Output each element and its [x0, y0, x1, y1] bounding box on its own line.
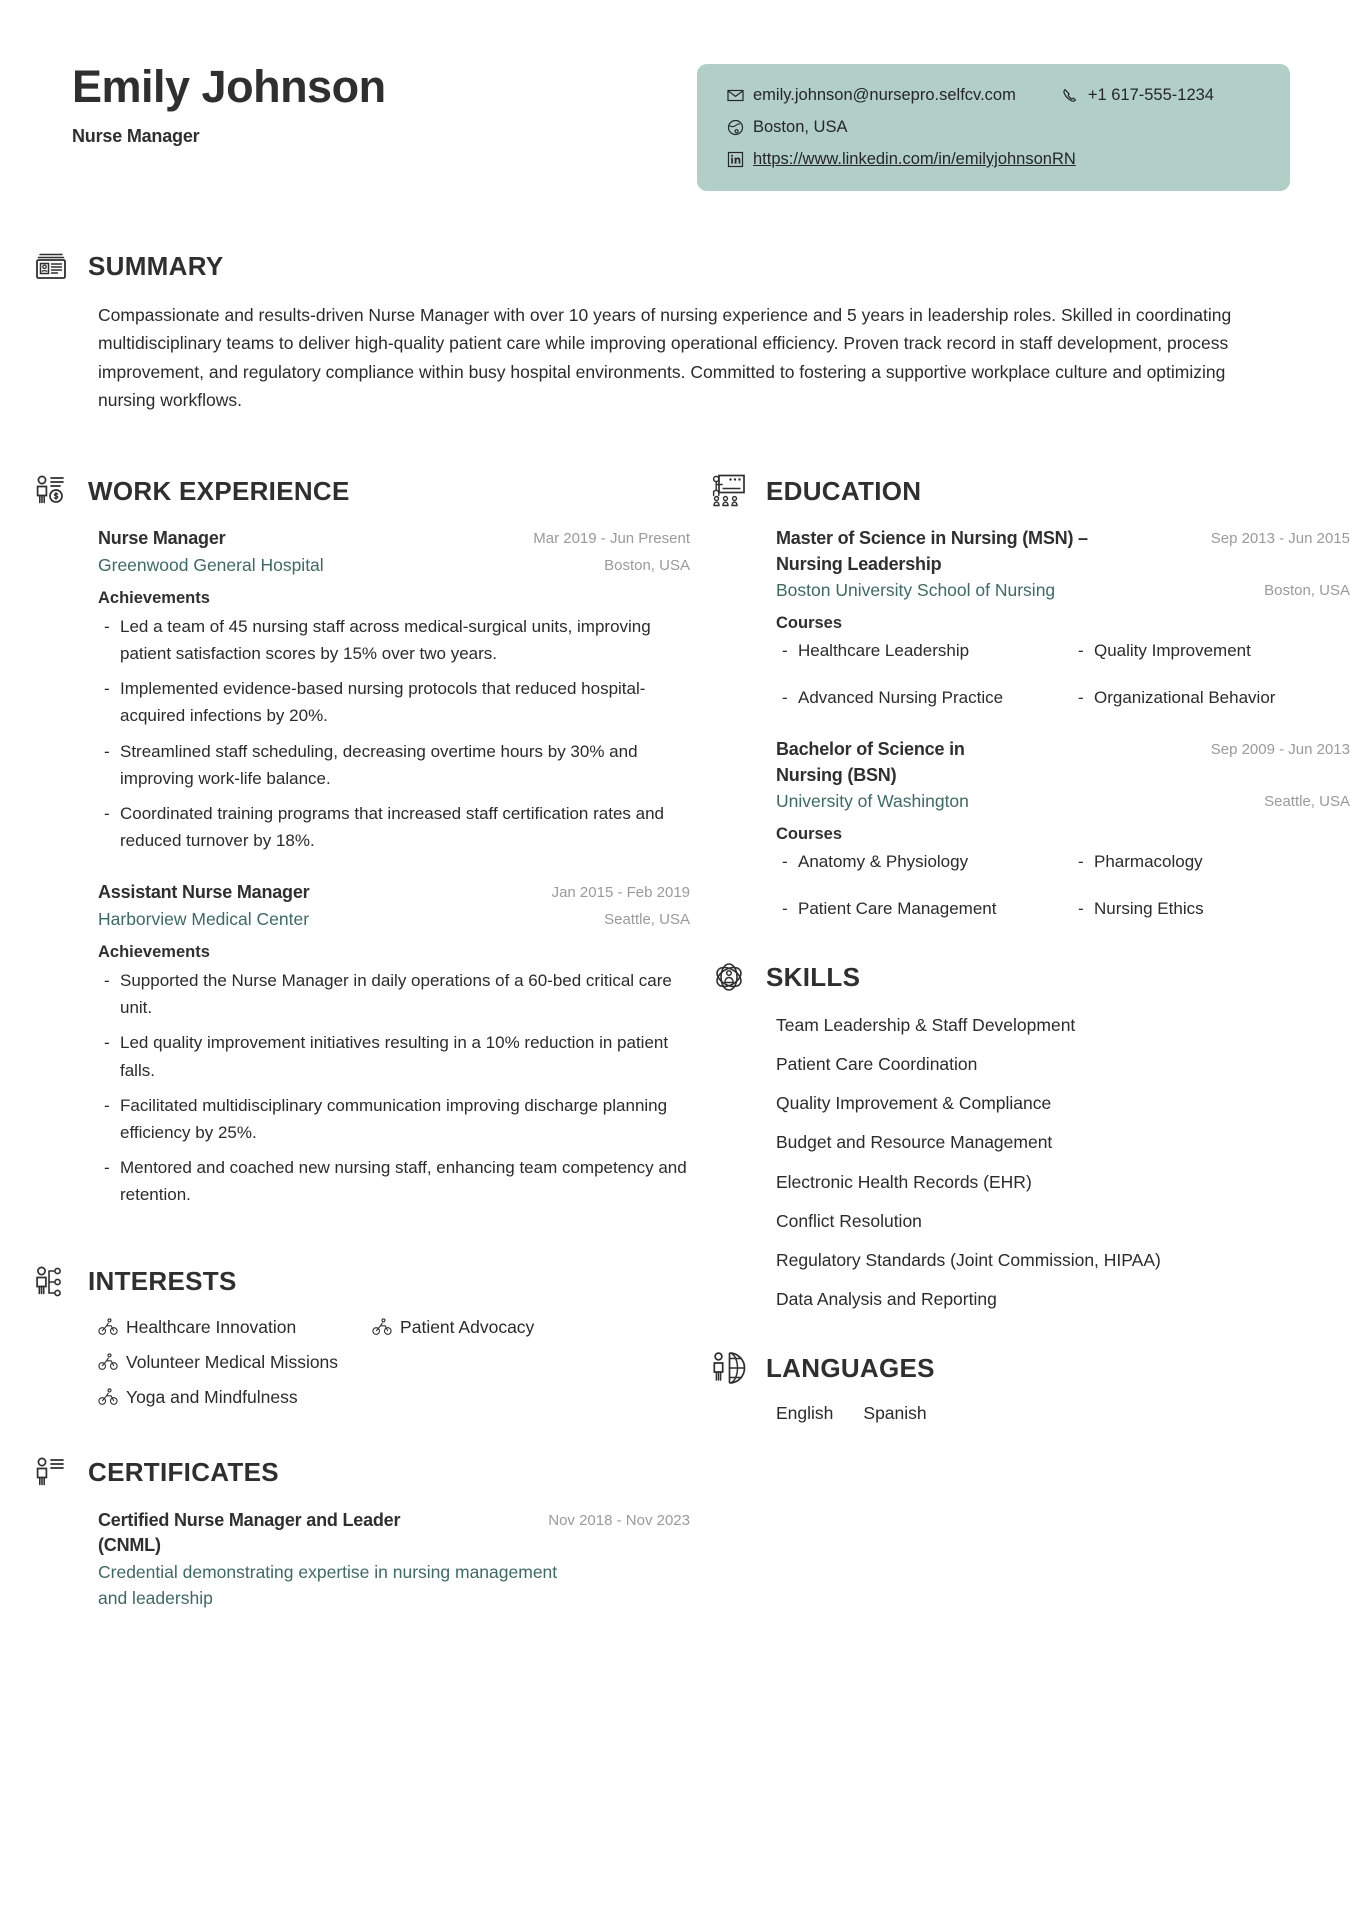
- bicycle-icon: [98, 1352, 118, 1372]
- contact-email-text: emily.johnson@nursepro.selfcv.com: [753, 86, 1016, 104]
- list-item: - Nursing Ethics: [1072, 896, 1350, 922]
- summary-heading: [30, 245, 1278, 287]
- education-school: Boston University School of Nursing: [776, 580, 1056, 601]
- education-dates: Sep 2009 - Jun 2013: [1210, 741, 1350, 759]
- linkedin-icon: [727, 151, 744, 168]
- list-item: - Mentored and coached new nursing staff, enhancing team competency and retention.: [98, 1154, 690, 1208]
- education-title: EDUCATION: [766, 475, 922, 506]
- skills-title: SKILLS: [766, 961, 861, 992]
- interests-heading: [30, 1261, 690, 1303]
- list-item: Electronic Health Records (EHR): [776, 1171, 1032, 1192]
- work-role: Nurse Manager: [98, 528, 226, 548]
- list-item: - Anatomy & Physiology: [776, 849, 1054, 875]
- education-entry: [776, 526, 1350, 711]
- interest-label: Patient Advocacy: [400, 1316, 535, 1337]
- list-item: English: [776, 1403, 834, 1424]
- right-column: [708, 470, 1350, 1611]
- contact-row-1: [727, 86, 1260, 105]
- summary-section: [0, 245, 1350, 414]
- achievements-label: Achievements: [98, 943, 210, 962]
- presentation-board-icon: [708, 470, 750, 512]
- languages-heading: [708, 1347, 1350, 1389]
- list-item: Regulatory Standards (Joint Commission, HIPAA): [776, 1249, 1161, 1270]
- list-item: - Led a team of 45 nursing staff across medical-surgical units, improving patient satisfaction scores by 15% over two years.: [98, 613, 690, 667]
- bicycle-icon: [372, 1317, 392, 1337]
- work-entry: [98, 880, 690, 1208]
- list-item: Quality Improvement & Compliance: [776, 1093, 1052, 1114]
- list-item: - Advanced Nursing Practice: [776, 685, 1054, 711]
- list-item: Team Leadership & Staff Development: [776, 1015, 1076, 1036]
- bicycle-icon: [98, 1387, 118, 1407]
- work-dates: Jan 2015 - Feb 2019: [551, 884, 690, 902]
- list-item: - Implemented evidence-based nursing protocols that reduced hospital-acquired infections by 20%.: [98, 675, 690, 729]
- contact-card: [697, 64, 1290, 191]
- contact-row-2: [727, 118, 1260, 137]
- summary-text: Compassionate and results-driven Nurse Manager with over 10 years of nursing experience and 5 years in leadership roles. Skilled in coordinating multidisciplinary teams to deliver high-quality patient care while improving operational efficiency. Proven track record in staff development, process improvement, and regulatory compliance within busy hospital environments. Committed to fostering a supportive workplace culture and optimizing nursing workflows.: [98, 305, 1232, 411]
- contact-linkedin[interactable]: [727, 150, 1076, 169]
- education-degree: Master of Science in Nursing (MSN) – Nursing Leadership: [776, 528, 1088, 574]
- person-network-icon: [30, 1261, 72, 1303]
- work-company: Harborview Medical Center: [98, 908, 310, 929]
- certificates-heading: [30, 1452, 690, 1494]
- main-columns: [0, 470, 1350, 1611]
- person-globe-icon: [708, 1347, 750, 1389]
- envelope-icon: [727, 87, 744, 104]
- resume-header: [0, 0, 1350, 235]
- list-item: - Patient Care Management: [776, 896, 1054, 922]
- interests-grid: [98, 1317, 690, 1408]
- list-item: - Pharmacology: [1072, 849, 1350, 875]
- interests-title: INTERESTS: [88, 1266, 237, 1297]
- list-item: - Supported the Nurse Manager in daily operations of a 60-bed critical care unit.: [98, 967, 690, 1021]
- skills-section: [708, 956, 1350, 1313]
- certificates-section: [30, 1452, 690, 1612]
- list-item: Spanish: [863, 1403, 927, 1424]
- list-item: - Coordinated training programs that increased staff certification rates and reduced turnover by 18%.: [98, 800, 690, 854]
- languages-section: [708, 1347, 1350, 1424]
- person-list-icon: [30, 1452, 72, 1494]
- work-dates: Mar 2019 - Jun Present: [533, 530, 690, 547]
- work-entry: [98, 526, 690, 854]
- education-location: Seattle, USA: [1264, 793, 1350, 811]
- contact-location: [727, 118, 847, 137]
- list-item: [372, 1317, 534, 1338]
- work-experience-heading: [30, 470, 690, 512]
- education-heading: [708, 470, 1350, 512]
- certificate-dates: Nov 2018 - Nov 2023: [548, 1511, 690, 1529]
- list-item: - Streamlined staff scheduling, decreasing overtime hours by 30% and improving work-life balance.: [98, 738, 690, 792]
- job-title: Nurse Manager: [72, 125, 200, 146]
- list-item: [98, 1317, 338, 1338]
- contact-linkedin-text: https://www.linkedin.com/in/emilyjohnsonRN: [753, 150, 1076, 168]
- courses-label: Courses: [776, 825, 843, 844]
- work-location: Boston, USA: [604, 556, 690, 574]
- certificate-entry: [98, 1508, 690, 1612]
- languages-title: LANGUAGES: [766, 1352, 935, 1383]
- name-block: [72, 62, 386, 147]
- globe-icon: [727, 119, 744, 136]
- courses-grid: [776, 638, 1350, 711]
- contact-row-3: [727, 150, 1260, 169]
- person-money-icon: [30, 470, 72, 512]
- contact-email[interactable]: [727, 86, 1016, 105]
- summary-title: SUMMARY: [88, 250, 224, 281]
- education-dates: Sep 2013 - Jun 2015: [1210, 530, 1350, 547]
- work-achievements-list: [98, 613, 690, 855]
- certificate-name: Certified Nurse Manager and Leader (CNML): [98, 1509, 401, 1556]
- courses-grid: [776, 849, 1350, 922]
- interest-label: Volunteer Medical Missions: [126, 1351, 339, 1372]
- page-title: Emily Johnson: [72, 61, 386, 112]
- list-item: [98, 1387, 338, 1408]
- education-section: [708, 470, 1350, 922]
- interests-section: [30, 1261, 690, 1408]
- skills-heading: [708, 956, 1350, 998]
- work-location: Seattle, USA: [604, 910, 690, 928]
- education-degree: Bachelor of Science in Nursing (BSN): [776, 739, 965, 785]
- courses-label: Courses: [776, 614, 843, 633]
- list-item: [98, 1352, 338, 1373]
- list-item: - Facilitated multidisciplinary communication improving discharge planning efficiency by 25%.: [98, 1092, 690, 1146]
- list-item: - Healthcare Leadership: [776, 638, 1054, 664]
- id-card-icon: [30, 245, 72, 287]
- work-experience-section: [30, 470, 690, 1209]
- interest-label: Yoga and Mindfulness: [126, 1386, 298, 1407]
- contact-location-text: Boston, USA: [753, 118, 848, 136]
- education-school: University of Washington: [776, 791, 969, 812]
- work-achievements-list: [98, 967, 690, 1209]
- list-item: - Led quality improvement initiatives resulting in a 10% reduction in patient falls.: [98, 1029, 690, 1083]
- bicycle-icon: [98, 1317, 118, 1337]
- interest-label: Healthcare Innovation: [126, 1316, 297, 1337]
- atom-person-icon: [708, 956, 750, 998]
- certificate-description: Credential demonstrating expertise in nursing management and leadership: [98, 1561, 558, 1608]
- list-item: Data Analysis and Reporting: [776, 1288, 997, 1309]
- work-company: Greenwood General Hospital: [98, 554, 324, 575]
- list-item: Budget and Resource Management: [776, 1132, 1053, 1153]
- education-entry: [776, 737, 1350, 922]
- certificates-title: CERTIFICATES: [88, 1457, 279, 1488]
- work-role: Assistant Nurse Manager: [98, 882, 310, 903]
- list-item: Patient Care Coordination: [776, 1054, 978, 1075]
- contact-phone-text: +1 617-555-1234: [1087, 86, 1214, 104]
- education-location: Boston, USA: [1264, 582, 1350, 600]
- phone-icon: [1062, 87, 1079, 104]
- languages-row: [776, 1403, 1350, 1424]
- left-column: [30, 470, 690, 1611]
- list-item: - Quality Improvement: [1072, 638, 1350, 664]
- list-item: - Organizational Behavior: [1072, 685, 1350, 711]
- contact-phone[interactable]: [1062, 86, 1214, 105]
- work-experience-title: WORK EXPERIENCE: [88, 475, 350, 506]
- achievements-label: Achievements: [98, 588, 210, 607]
- list-item: Conflict Resolution: [776, 1210, 922, 1231]
